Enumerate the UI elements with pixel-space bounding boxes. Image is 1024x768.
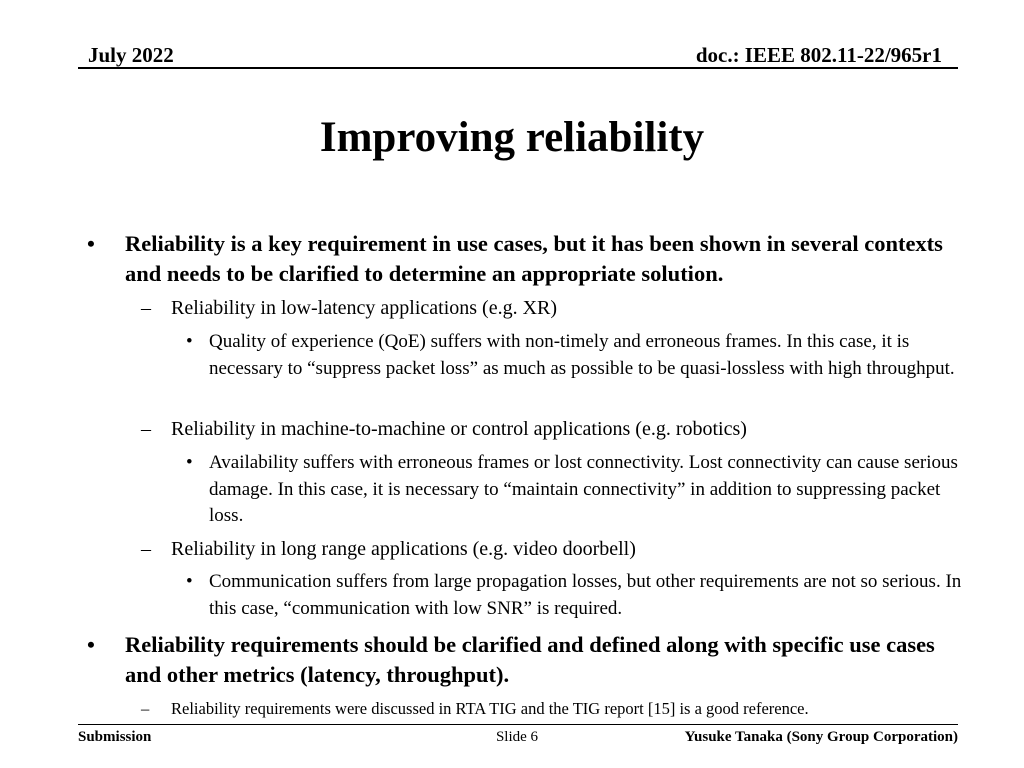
detail-text: Quality of experience (QoE) suffers with non-timely and erroneous frames. In this case, it is necessary to “suppress packet loss” as much as possible to be quasi-lossless with high throughput. bbox=[209, 331, 955, 379]
dash-mark: – bbox=[141, 418, 151, 440]
slide-title: Improving reliability bbox=[319, 114, 705, 161]
subbullet-rta-tig bbox=[141, 696, 961, 722]
subbullet-text: Reliability in low-latency applications (e.g. XR) bbox=[171, 297, 558, 319]
footer-slide-number: Slide 6 bbox=[495, 729, 539, 745]
bullet-mark: • bbox=[87, 632, 95, 657]
dash-mark: – bbox=[141, 538, 151, 560]
bullet-reliability-key-requirement bbox=[87, 229, 970, 289]
bullet-mark: • bbox=[186, 331, 193, 352]
detail-qoe bbox=[186, 329, 969, 382]
footer-author: Yusuke Tanaka (Sony Group Corporation) bbox=[684, 729, 958, 745]
header-date: July 2022 bbox=[88, 43, 174, 67]
subbullet-long-range bbox=[141, 536, 961, 562]
bullet-text: Reliability requirements should be clarified and defined along with specific use cases and other metrics (latency, throughput). bbox=[125, 632, 935, 687]
bullet-mark: • bbox=[186, 571, 193, 592]
bullet-mark: • bbox=[87, 231, 95, 256]
bullet-requirements-clarified bbox=[87, 630, 970, 690]
footer-divider bbox=[78, 724, 958, 725]
subbullet-machine-to-machine bbox=[141, 416, 961, 442]
detail-text: Availability suffers with erroneous frames or lost connectivity. Lost connectivity can cause serious damage. In this case, it is necessary to “maintain connectivity” in addition to suppressing packet loss. bbox=[209, 452, 958, 526]
bullet-mark: • bbox=[186, 452, 193, 473]
subbullet-text: Reliability in machine-to-machine or control applications (e.g. robotics) bbox=[171, 418, 747, 440]
subbullet-text: Reliability requirements were discussed in RTA TIG and the TIG report [15] is a good reference. bbox=[171, 699, 809, 718]
detail-availability bbox=[186, 450, 969, 530]
bullet-text: Reliability is a key requirement in use cases, but it has been shown in several contexts and needs to be clarified to determine an appropriate solution. bbox=[125, 231, 943, 286]
dash-mark: – bbox=[141, 699, 150, 718]
dash-mark: – bbox=[141, 297, 151, 319]
detail-communication bbox=[186, 569, 969, 622]
subbullet-text: Reliability in long range applications (e.g. video doorbell) bbox=[171, 538, 636, 560]
footer-submission: Submission bbox=[78, 729, 152, 745]
header-doc-id: doc.: IEEE 802.11-22/965r1 bbox=[695, 43, 942, 67]
detail-text: Communication suffers from large propagation losses, but other requirements are not so serious. In this case, “communication with low SNR” is required. bbox=[209, 571, 962, 619]
subbullet-low-latency bbox=[141, 295, 961, 321]
